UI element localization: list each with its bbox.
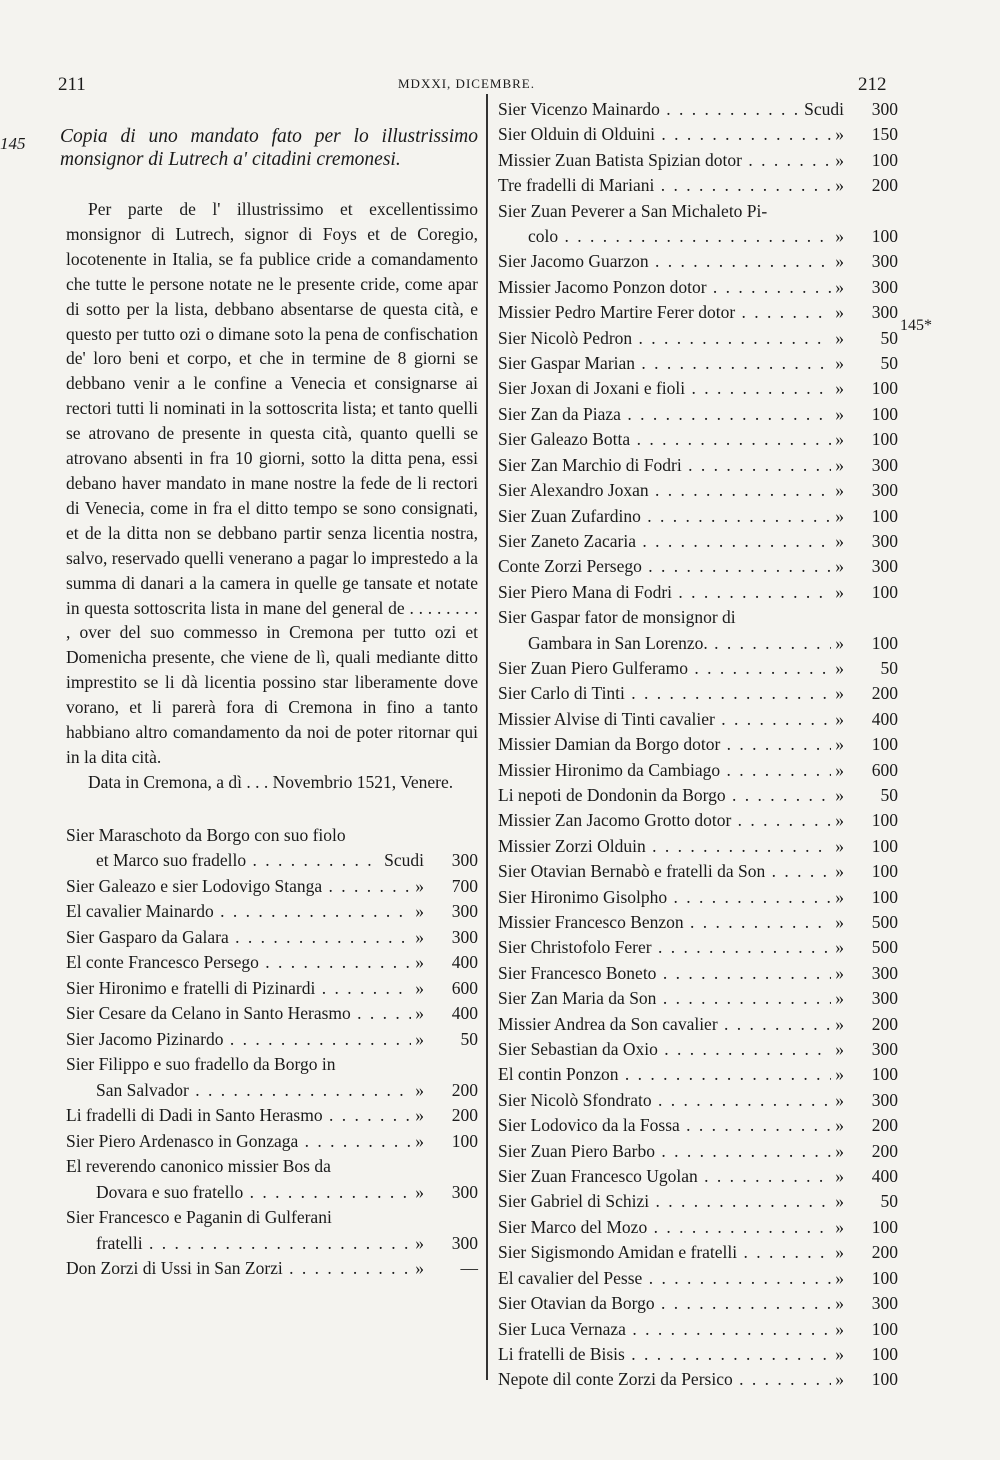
entry-name: Missier Zan Jacomo Grotto dotor . . .: [498, 808, 831, 833]
entry-name: Sier Zuan Peverer a San Michaleto Pi-: [498, 200, 768, 221]
entry-amount: 300: [871, 276, 898, 297]
list-item: [498, 859, 898, 884]
entry-amount: 500: [871, 912, 898, 932]
entry-amount: 100: [871, 226, 898, 247]
list-item: [498, 122, 898, 147]
list-item: [498, 402, 898, 427]
entry-name: Sier Piero Mana di Fodri . . .: [498, 580, 831, 605]
list-item: [498, 148, 898, 173]
entry-amount: 50: [880, 353, 898, 374]
entry-name: El contin Ponzon . . .: [498, 1062, 831, 1087]
entry-amount: 100: [871, 581, 898, 602]
entry-amount: 100: [871, 861, 898, 882]
entry-unit: »: [835, 1267, 844, 1288]
entry-unit: »: [835, 1089, 844, 1110]
entry-amount: 300: [871, 302, 898, 323]
list-item: [498, 1342, 898, 1367]
list-item: [498, 529, 898, 554]
list-item: [66, 823, 478, 874]
entry-unit: »: [835, 124, 844, 145]
list-item: [66, 925, 478, 951]
entry-amount: 700: [451, 875, 478, 896]
entry-unit: »: [835, 1140, 844, 1161]
entry-name: Li fradelli di Dadi in Santo Herasmo . . .: [66, 1103, 411, 1129]
list-item: [498, 605, 898, 656]
entry-unit: »: [835, 480, 844, 501]
entry-unit: »: [835, 708, 844, 729]
entry-name: Sier Zaneto Zacaria . . .: [498, 529, 831, 554]
entry-amount: 100: [871, 1064, 898, 1085]
decree-body: Per parte de l' illustrissimo et excellentissimo monsignor di Lutrech, signor di Foys et de Coregio, locotenente in Italia, se fa publice cride a comandamento che tutte le persone notate ne le presente cride, come apar di sotto per la lista, debbano absentarse de questa cità, e questo per tutto ozi o dimane soto la pena de confischation de' loro beni et corpo, et che in termine de 8 giorni se debbano venir a le confine a Venecia et consignarse ai rectori tutti li nominati in la sottoscrita lista; et tanto quelli se atrovano de presente in questa cità, quanto quelli se atrovano absenti in fra 10 giorni, sotto la ditta pena, essi debano haver mandato in mane nostre la fede de li rectori di Venecia, come in fra el ditto tempo se sono consignati, et de la ditta non se debbano partir senza licentia nostra, salvo, reservado quelli venerano a pagar lo imprestedo a la summa di danari a la camera in quelle ge tansate et notate in questa sottoscrita lista in mane del general de . . . . . . . . , over del suo commesso in Cremona per tutto ozi et Domenicha presente, che viene de lì, quali mediante ditto imprestito se li dà licentia possino star liberamente dove vorano, et li parerà fora di Cremona in fino a tanto habbiano altro comandamento da noi de poter ritornar qui in la dita cità.: [66, 199, 478, 767]
list-item: [498, 1291, 898, 1316]
list-item: [66, 950, 478, 976]
entry-amount: 50: [880, 327, 898, 348]
entry-unit: »: [415, 1130, 424, 1151]
entry-name: Sier Zuan Piero Gulferamo . . .: [498, 656, 831, 681]
entry-amount: 100: [451, 1130, 478, 1151]
entry-name: Sier Vicenzo Mainardo . . .: [498, 97, 800, 122]
entry-name: Sier Carlo di Tinti . . .: [498, 681, 831, 706]
entry-name: Sier Francesco Boneto . . .: [498, 961, 831, 986]
margin-number-right: 145*: [900, 317, 932, 334]
entry-amount: 100: [871, 505, 898, 526]
entry-name-continuation: San Salvador . . .: [96, 1078, 411, 1104]
list-item: [498, 656, 898, 681]
entry-name: Missier Zorzi Olduin . . .: [498, 834, 831, 859]
list-item: [498, 453, 898, 478]
entry-name: Sier Maraschoto da Borgo con suo fiolo: [66, 824, 346, 845]
entry-name: Sier Gasparo da Galara . . .: [66, 925, 411, 951]
entry-unit: »: [835, 1318, 844, 1339]
entry-name: El reverendo canonico missier Bos da: [66, 1156, 331, 1177]
list-item: [498, 1164, 898, 1189]
list-item: [498, 732, 898, 757]
entry-amount: 300: [451, 850, 478, 871]
entry-name: Sier Joxan di Joxani e fioli . . .: [498, 376, 831, 401]
entry-amount: 200: [871, 683, 898, 704]
entry-name-continuation: colo . . .: [528, 224, 831, 249]
entry-amount: 300: [871, 1293, 898, 1314]
list-item: [66, 1256, 478, 1282]
list-item: [498, 173, 898, 198]
list-item: [66, 1205, 478, 1256]
entry-name: Sier Nicolò Sfondrato . . .: [498, 1088, 831, 1113]
list-item: [498, 300, 898, 325]
entry-amount: 300: [871, 251, 898, 272]
entry-name: Sier Cesare da Celano in Santo Herasmo . . .: [66, 1001, 411, 1027]
entry-amount: 300: [871, 556, 898, 577]
entry-name: Sier Sebastian da Oxio . . .: [498, 1037, 831, 1062]
entry-amount: —: [460, 1258, 478, 1279]
entry-unit: »: [835, 530, 844, 551]
entry-amount: 200: [451, 1079, 478, 1100]
entry-unit: »: [835, 632, 844, 653]
entry-amount: 300: [871, 962, 898, 983]
entry-name: Sier Luca Vernaza . . .: [498, 1317, 831, 1342]
entry-name: Sier Marco del Mozo . . .: [498, 1215, 831, 1240]
entry-unit: »: [835, 988, 844, 1009]
list-item: [66, 1027, 478, 1053]
list-item: [66, 1103, 478, 1129]
entry-unit: »: [835, 886, 844, 907]
list-item: [498, 1037, 898, 1062]
entry-name: Nepote dil conte Zorzi da Persico . . .: [498, 1367, 831, 1392]
document-heading: [0, 126, 478, 171]
list-item: [498, 504, 898, 529]
entry-name: Sier Christofolo Ferer . . .: [498, 935, 831, 960]
entry-unit: »: [835, 683, 844, 704]
entry-unit: »: [835, 835, 844, 856]
entry-name: Sier Piero Ardenasco in Gonzaga . . .: [66, 1129, 411, 1155]
entry-amount: 300: [451, 1232, 478, 1253]
entry-name: Missier Hironimo da Cambiago . . .: [498, 758, 831, 783]
entry-amount: 100: [871, 403, 898, 424]
entry-name: Sier Galeazo Botta . . .: [498, 427, 831, 452]
entry-name: Sier Otavian da Borgo . . .: [498, 1291, 831, 1316]
entry-amount: 400: [871, 708, 898, 729]
entry-unit: »: [835, 327, 844, 348]
list-item: [498, 275, 898, 300]
entry-unit: »: [415, 1003, 424, 1024]
entry-name: Sier Lodovico da la Fossa . . .: [498, 1113, 831, 1138]
entry-name: Don Zorzi di Ussi in San Zorzi . . .: [66, 1256, 411, 1282]
entry-unit: »: [835, 759, 844, 780]
entry-amount: 300: [871, 480, 898, 501]
entry-name: Conte Zorzi Persego . . .: [498, 554, 831, 579]
list-item: [66, 899, 478, 925]
entry-name: Sier Hironimo e fratelli di Pizinardi . . .: [66, 976, 411, 1002]
list-item: [66, 1154, 478, 1205]
entry-name: Missier Pedro Martire Ferer dotor . . .: [498, 300, 831, 325]
entry-amount: 100: [871, 1267, 898, 1288]
entry-unit: »: [835, 1369, 844, 1390]
list-item: [498, 758, 898, 783]
entry-unit: »: [415, 901, 424, 922]
list-item: [498, 1317, 898, 1342]
entry-name: Sier Olduin di Olduini . . .: [498, 122, 831, 147]
entry-amount: 200: [871, 1140, 898, 1161]
list-item: [498, 1088, 898, 1113]
entry-amount: 200: [871, 175, 898, 196]
list-item: [66, 976, 478, 1002]
entry-unit: »: [835, 556, 844, 577]
levy-list-left: [66, 823, 478, 1282]
left-column: [0, 126, 478, 1282]
entry-unit: »: [415, 875, 424, 896]
entry-name: Missier Zuan Batista Spizian dotor . . .: [498, 148, 831, 173]
list-item: [498, 199, 898, 250]
list-item: [498, 910, 898, 935]
entry-amount: 100: [871, 149, 898, 170]
entry-name: Sier Zuan Francesco Ugolan . . .: [498, 1164, 831, 1189]
list-item: [498, 351, 898, 376]
running-title: MDXXI, DICEMBRE.: [398, 76, 535, 91]
entry-amount: 50: [880, 1191, 898, 1212]
entry-name: Sier Galeazo e sier Lodovigo Stanga . . .: [66, 874, 411, 900]
entry-name: Sier Zuan Zufardino . . .: [498, 504, 831, 529]
entry-unit: »: [835, 226, 844, 247]
entry-unit: »: [835, 1064, 844, 1085]
list-item: [498, 554, 898, 579]
entry-amount: 150: [871, 124, 898, 145]
entry-unit: »: [835, 149, 844, 170]
entry-amount: 100: [871, 734, 898, 755]
entry-unit: »: [835, 429, 844, 450]
entry-name: Sier Nicolò Pedron . . .: [498, 326, 831, 351]
entry-unit: »: [835, 403, 844, 424]
list-item: [498, 1240, 898, 1265]
entry-unit: »: [415, 1105, 424, 1126]
entry-unit: »: [415, 1181, 424, 1202]
entry-unit: »: [835, 378, 844, 399]
entry-name: Sier Sigismondo Amidan e fratelli . . .: [498, 1240, 831, 1265]
entry-unit: »: [835, 784, 844, 805]
list-item: [498, 478, 898, 503]
entry-name: Sier Hironimo Gisolpho . . .: [498, 885, 831, 910]
entry-amount: 300: [871, 1089, 898, 1110]
entry-name-continuation: Gambara in San Lorenzo. . . .: [528, 631, 831, 656]
list-item: [498, 1367, 898, 1392]
entry-amount: 300: [871, 530, 898, 551]
entry-name: Missier Jacomo Ponzon dotor . . .: [498, 275, 831, 300]
entry-unit: »: [835, 657, 844, 678]
list-item: [498, 935, 898, 960]
entry-name-continuation: fratelli . . .: [96, 1231, 411, 1257]
entry-amount: 100: [871, 1343, 898, 1364]
date-line: Data in Cremona, a dì . . . Novembrio 1521, Venere.: [88, 771, 454, 792]
entry-amount: 600: [451, 977, 478, 998]
entry-name: Sier Gabriel di Schizi . . .: [498, 1189, 831, 1214]
entry-name: Sier Zan Marchio di Fodri . . .: [498, 453, 831, 478]
entry-unit: »: [415, 1028, 424, 1049]
entry-name: Missier Alvise di Tinti cavalier . . .: [498, 707, 831, 732]
entry-unit: »: [835, 1343, 844, 1364]
entry-name: Missier Damian da Borgo dotor . . .: [498, 732, 831, 757]
entry-amount: 50: [880, 784, 898, 805]
list-item: [498, 1113, 898, 1138]
entry-unit: »: [835, 1115, 844, 1136]
entry-amount: 300: [871, 988, 898, 1009]
entry-unit: »: [835, 454, 844, 475]
entry-name-continuation: et Marco suo fradello . . .: [96, 848, 380, 874]
entry-name: Sier Zuan Piero Barbo . . .: [498, 1139, 831, 1164]
list-item: [498, 249, 898, 274]
list-item: [498, 1012, 898, 1037]
entry-unit: Scudi: [804, 99, 844, 119]
list-item: [498, 885, 898, 910]
entry-unit: »: [835, 861, 844, 882]
entry-name: Sier Zan Maria da Son . . .: [498, 986, 831, 1011]
list-item: [498, 580, 898, 605]
entry-unit: »: [835, 1216, 844, 1237]
entry-unit: »: [835, 505, 844, 526]
heading-text: Copia di uno mandato fato per lo illustrissimo monsignor di Lutrech a' citadini cremonesi.: [60, 126, 478, 170]
right-column: [498, 97, 898, 1393]
entry-amount: 100: [871, 1216, 898, 1237]
entry-amount: 200: [451, 1105, 478, 1126]
entry-unit: »: [835, 1039, 844, 1060]
entry-amount: 600: [871, 759, 898, 780]
entry-unit: »: [415, 1258, 424, 1279]
entry-name: Sier Zan da Piaza . . .: [498, 402, 831, 427]
list-item: [498, 1062, 898, 1087]
list-item: [498, 834, 898, 859]
entry-unit: »: [835, 175, 844, 196]
entry-unit: »: [835, 276, 844, 297]
list-item: [498, 681, 898, 706]
entry-unit: »: [835, 1166, 844, 1187]
entry-name: Sier Filippo e suo fradello da Borgo in: [66, 1054, 336, 1075]
entry-unit: »: [835, 810, 844, 831]
list-item: [66, 1052, 478, 1103]
list-item: [498, 1139, 898, 1164]
entry-unit: »: [835, 1293, 844, 1314]
entry-amount: 400: [871, 1166, 898, 1187]
page-number-left: 211: [58, 74, 86, 95]
list-item: [498, 961, 898, 986]
list-item: [498, 783, 898, 808]
entry-unit: »: [835, 1242, 844, 1263]
entry-amount: 100: [871, 810, 898, 831]
entry-unit: »: [415, 1079, 424, 1100]
entry-amount: 100: [871, 1369, 898, 1390]
entry-unit: »: [835, 1191, 844, 1212]
entry-unit: »: [835, 302, 844, 323]
entry-amount: 400: [451, 952, 478, 973]
entry-amount: 100: [871, 429, 898, 450]
list-item: [498, 1266, 898, 1291]
entry-amount: 300: [871, 454, 898, 475]
entry-name-continuation: Dovara e suo fratello . . .: [96, 1180, 411, 1206]
entry-name: Sier Jacomo Pizinardo . . .: [66, 1027, 411, 1053]
entry-amount: 200: [871, 1242, 898, 1263]
entry-amount: 300: [871, 1039, 898, 1060]
entry-name: Li fratelli de Bisis . . .: [498, 1342, 831, 1367]
column-divider: [486, 94, 488, 1380]
entry-name: Sier Jacomo Guarzon . . .: [498, 249, 831, 274]
entry-amount: 400: [451, 1003, 478, 1024]
entry-unit: »: [835, 962, 844, 983]
entry-unit: »: [835, 251, 844, 272]
entry-unit: »: [835, 1013, 844, 1034]
entry-unit: »: [835, 353, 844, 374]
list-item: [498, 376, 898, 401]
entry-amount: 300: [451, 926, 478, 947]
entry-name: El conte Francesco Persego . . .: [66, 950, 411, 976]
entry-unit: »: [835, 912, 844, 932]
entry-amount: 300: [451, 901, 478, 922]
list-item: [498, 326, 898, 351]
entry-amount: 200: [871, 1013, 898, 1034]
entry-name: Sier Gaspar fator de monsignor di: [498, 607, 736, 628]
entry-amount: 100: [871, 378, 898, 399]
entry-name: Sier Francesco e Paganin di Gulferani: [66, 1207, 332, 1228]
entry-amount: 50: [880, 657, 898, 678]
margin-number: 145: [0, 134, 26, 153]
entry-name: Tre fradelli di Mariani . . .: [498, 173, 831, 198]
entry-name: El cavalier del Pesse . . .: [498, 1266, 831, 1291]
list-item: [66, 1129, 478, 1155]
list-item: [498, 808, 898, 833]
entry-name: Missier Francesco Benzon . . .: [498, 910, 831, 935]
list-item: [498, 707, 898, 732]
entry-unit: Scudi: [384, 850, 424, 871]
entry-name: Sier Alexandro Joxan . . .: [498, 478, 831, 503]
list-item: [498, 97, 898, 122]
entry-unit: »: [835, 937, 844, 958]
entry-unit: »: [835, 734, 844, 755]
list-item: [498, 1215, 898, 1240]
entry-amount: 100: [871, 632, 898, 653]
entry-name: El cavalier Mainardo . . .: [66, 899, 411, 925]
entry-unit: »: [415, 926, 424, 947]
entry-unit: »: [415, 952, 424, 973]
entry-name: Sier Otavian Bernabò e fratelli da Son . . .: [498, 859, 831, 884]
entry-amount: 100: [871, 886, 898, 907]
entry-unit: »: [835, 581, 844, 602]
list-item: [498, 986, 898, 1011]
list-item: [66, 874, 478, 900]
entry-amount: 200: [871, 1115, 898, 1136]
entry-unit: »: [415, 1232, 424, 1253]
entry-amount: 300: [871, 99, 898, 119]
list-item: [66, 1001, 478, 1027]
entry-unit: »: [415, 977, 424, 998]
entry-name: Missier Andrea da Son cavalier . . .: [498, 1012, 831, 1037]
page-number-right: 212: [858, 74, 887, 95]
entry-name: Sier Gaspar Marian . . .: [498, 351, 831, 376]
entry-amount: 100: [871, 1318, 898, 1339]
entry-amount: 100: [871, 835, 898, 856]
entry-amount: 50: [460, 1028, 478, 1049]
entry-amount: 500: [871, 937, 898, 958]
entry-name: Li nepoti de Dondonin da Borgo . . .: [498, 783, 831, 808]
list-item: [498, 427, 898, 452]
list-item: [498, 1189, 898, 1214]
entry-amount: 300: [451, 1181, 478, 1202]
levy-list-right: [498, 97, 898, 1393]
